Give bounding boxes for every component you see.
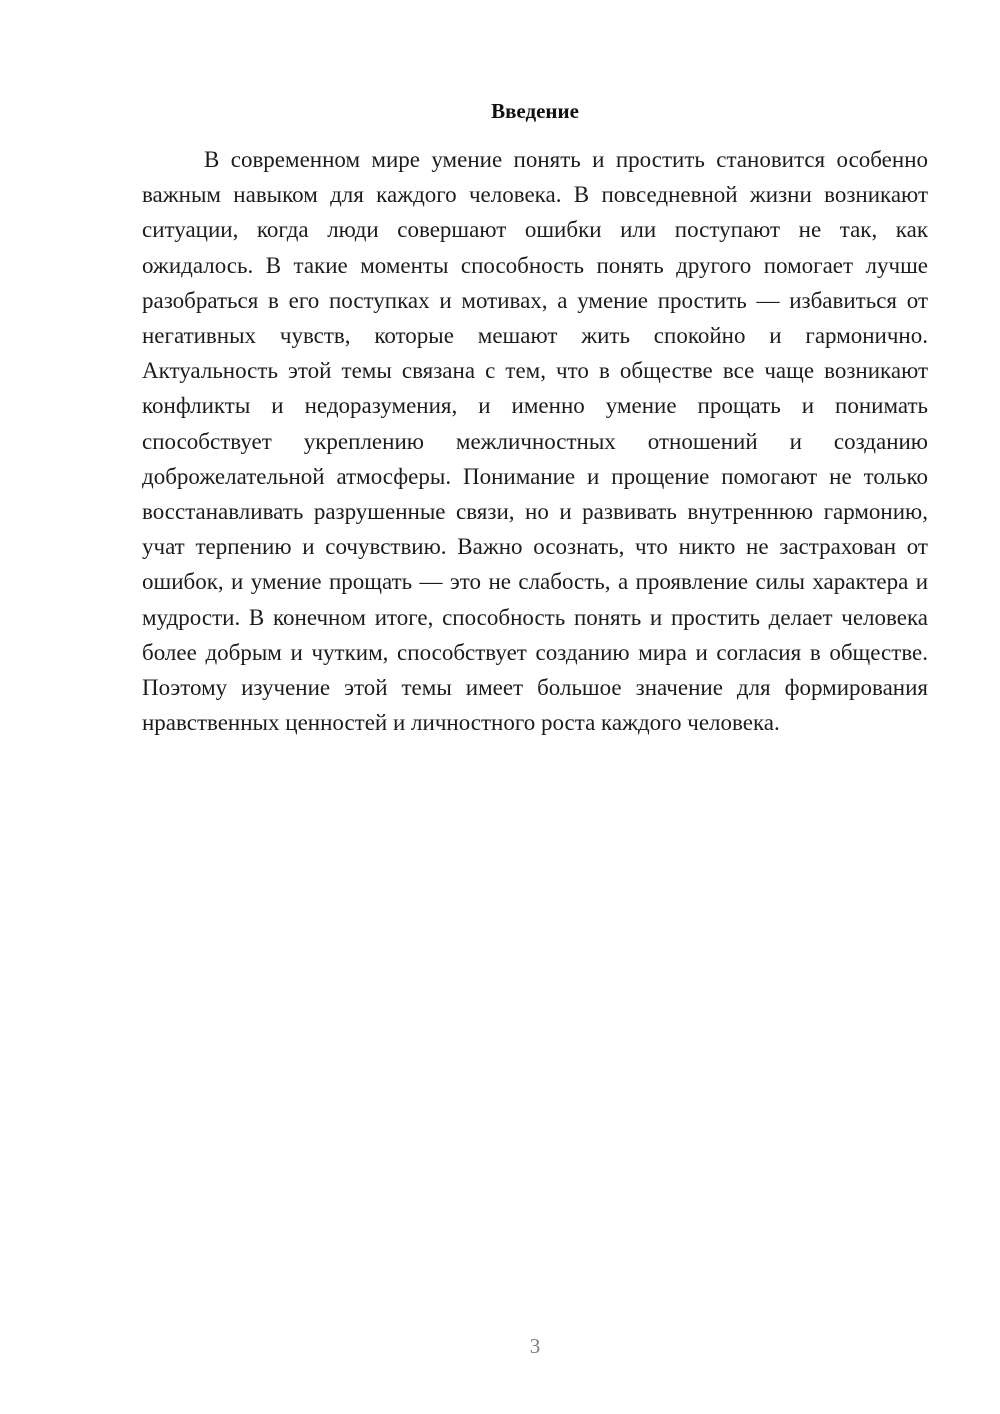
section-heading: Введение [491, 99, 579, 123]
body-paragraph: В современном мире умение понять и простить становится особенно важным навыком для каждого человека. В повседневной жизни возникают ситуации, когда люди совершают ошибки или поступают не так, как ожидалось. В такие моменты способность понять другого помогает лучше разобраться в его поступках и мотивах, а умение простить — избавиться от негативных чувств, которые мешают жить спокойно и гармонично. Актуальность этой темы связана с тем, что в обществе все чаще возникают конфликты и недоразумения, и именно умение прощать и понимать способствует укреплению межличностных отношений и созданию доброжелательной атмосферы. Понимание и прощение помогают не только восстанавливать разрушенные связи, но и развивать внутреннюю гармонию, учат терпению и сочувствию. Важно осознать, что никто не застрахован от ошибок, и умение прощать — это не слабость, а проявление силы характера и мудрости. В конечном итоге, способность понять и простить делает человека более добрым и чутким, способствует созданию мира и согласия в обществе. Поэтому изучение этой темы имеет большое значение для формирования нравственных ценностей и личностного роста каждого человека. [142, 147, 928, 736]
page-number: 3 [529, 1334, 541, 1358]
